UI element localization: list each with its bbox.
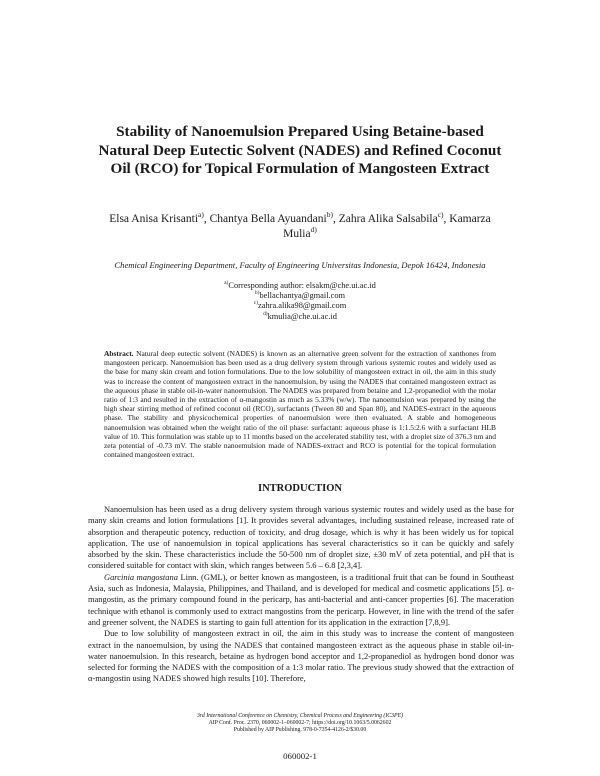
email-line: $^{a)}$Corresponding author: elsakm@che.ui.ac.id: [224, 280, 376, 290]
citation-line: AIP Conf. Proc. 2370, 060002-1–060002-7; https://doi.org/10.1063/5.0062602: [208, 720, 392, 727]
author: Zahra Alika Salsabila$^{c)}$,: [338, 210, 450, 225]
email-line: $^{c)}$zahra.alika98@gmail.com: [253, 300, 347, 311]
email-line: $^{d)}$kmulia@che.ui.ac.id: [263, 310, 337, 321]
author: Elsa Anisa Krisanti$^{a)}$,: [109, 210, 210, 225]
author: Chantya Bella Ayuandani$^{b)}$,: [209, 210, 339, 225]
affiliation: Chemical Engineering Department, Faculty of Engineering Universitas Indonesia, Depok 16424, Indonesia: [114, 260, 486, 270]
abstract-text: Natural deep eutectic solvent (NADES) is known as an alternative green solvent for the extraction of xanthones from mangosteen pericarp. Nanoemulsion has been used as a drug delivery system through various systemic routes and widely used as the base for many skin cream and lotion formulations. Due to the low solubility of mangosteen extract in oil, the aim in this study was to increase the content of mangosteen extract in the nanoemulsion, by using the NADES that contained mangosteen extract as the aqueous phase in stable oil-in-water nanoemulsion. The NADES was prepared from betaine and 1,2-propanediol with the molar ratio of 1:3 and resulted in the extraction of α-mangostin as much as 5.33% (w/w). The nanoemulsion was prepared by using the high shear stirring method of refined coconut oil (RCO), surfactants (Tween 80 and Span 80), and NADES-extract in the aqueous phase. The stability and physicochemical properties of nanoemulsion were then evaluated. A stable and homogeneous nanoemulsion was obtained when the weight ratio of the oil phase: surfactant: aqueous phase is 1:1.5:2.6 with a surfactant HLB value of 10. This formulation was stable up to 11 months based on the accelerated stability test, with a droplet size of 376.3 nm and zeta potential of -0.73 mV. The stable nanoemulsion made of NADES-extract and RCO is potential for the topical formulation contained mangosteen extract.: [104, 349, 497, 460]
paragraph: Nanoemulsion has been used as a drug delivery system through various systemic routes and widely used as the base for many skin creams and lotion formulations [1]. It provides several advantages, including sustained release, increased rate of absorption and therapeutic potency, reduction of toxicity, and drug dosage, which is why it has been widely us for topical application. The use of nanoemulsion in topical applications has several characteristics so it can be quickly and safely absorbed by the skin. These characteristics include the 50-500 nm of droplet size, ±30 mV of zeta potential, and pH that is considered suitable for contact with skin, which ranges between 5.6 – 6.8 [2,3,4].: [88, 504, 514, 571]
introduction-body: [88, 504, 514, 685]
page-footer: [150, 713, 450, 735]
paragraph: Garcinia mangostana Linn. (GML), or better known as mangosteen, is a traditional fruit that can be found in Southeast Asia, such as Indonesia, Malaysia, Philippines, and Thailand, and is developed for medical and cosmetic applications [5]. α-mangostin, as the primary compound found in the pericarp, has anti-bacterial and anti-cancer properties [6]. The maceration technique with ethanol is commonly used to extract mangostins from the pericarp. However, in line with the trend of the safer and greener solvent, the NADES is starting to gain full attention for its application in the extraction [7,8,9].: [88, 571, 515, 627]
abstract-label: Abstract.: [104, 349, 134, 358]
author: Kamarza Mulia$^{d)}$: [283, 213, 491, 240]
email-line: $^{b)}$bellachantya@gmail.com: [254, 290, 346, 301]
abstract: [104, 349, 496, 459]
paper-title: Stability of Nanoemulsion Prepared Using Betaine-based Natural Deep Eutectic Solvent (NADES) and Refined Coconut Oil (RCO) for Topical Formulation of Mangosteen Extract: [98, 123, 502, 177]
publisher-line: Published by AIP Publishing. 978-0-7354-4126-2/$30.00: [233, 727, 367, 734]
section-heading-introduction: INTRODUCTION: [257, 483, 342, 494]
conference-name: 3rd International Conference on Chemistry, Chemical Process and Engineering (IC3PE): [196, 713, 404, 719]
email-list: [150, 281, 450, 322]
page-number: 060002-1: [283, 751, 317, 761]
paragraph: Due to low solubility of mangosteen extract in oil, the aim in this study was to increase the content of mangosteen extract in the nanoemulsion, by using the NADES that contained mangosteen extract as the aqueous phase in stable oil-in-water nanoemulsion. In this research, betaine as hydrogen bond acceptor and 1,2-propanediol as hydrogen bond donor was selected for forming the NADES with the composition of a 1:3 molar ratio. The previous study showed that the extraction of α-mangostin using NADES showed high results [10]. Therefore,: [88, 628, 514, 684]
author-list: [100, 212, 500, 242]
